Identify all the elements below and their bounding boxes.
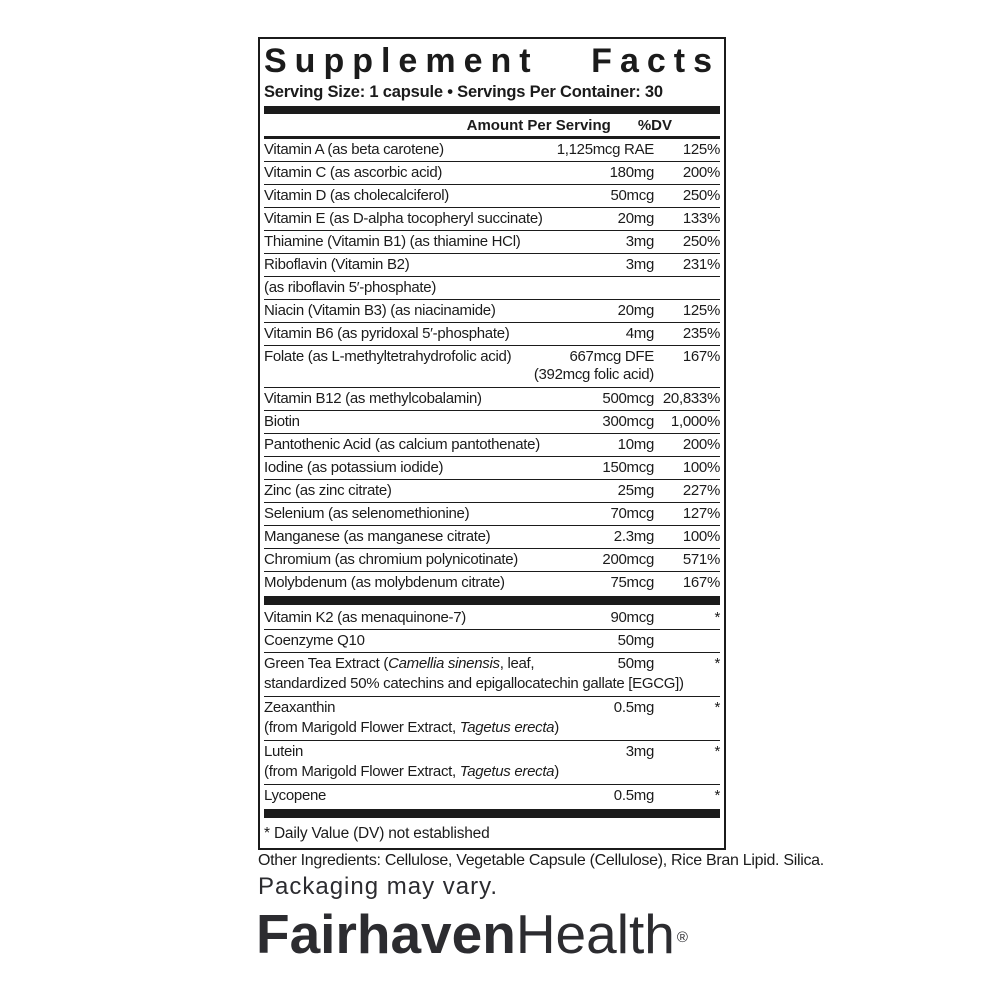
nutrient-dv: 133% [682,210,720,227]
nutrient-amount: 1,125mcg RAE [556,141,654,158]
nutrient-name: Iodine (as potassium iodide) [264,459,444,476]
table-row [264,456,720,479]
nutrient-name: Lycopene [264,787,327,804]
supplement-facts-panel [258,37,726,850]
section-divider-bar [264,809,720,818]
table-row [264,652,720,696]
nutrient-name: Lutein [264,743,304,760]
nutrient-dv: 100% [682,459,720,476]
nutrient-name: Vitamin K2 (as menaquinone-7) [264,609,466,626]
table-row [264,184,720,207]
nutrient-dv: 571% [682,551,720,568]
nutrient-amount-detail: (392mcg folic acid) [533,366,654,383]
table-row [264,139,720,161]
nutrient-dv: 125% [682,302,720,319]
table-row [264,433,720,456]
table-row [264,322,720,345]
table-row [264,740,720,784]
table-row [264,784,720,807]
table-row [264,571,720,594]
nutrient-dv: 200% [682,164,720,181]
nutrient-amount: 50mcg [610,187,654,204]
nutrient-name: Manganese (as manganese citrate) [264,528,491,545]
brand-name-light: Health [515,903,675,965]
table-row [264,345,720,387]
nutrient-dv: 167% [682,574,720,591]
table-row [264,299,720,322]
nutrient-dv: 231% [682,256,720,273]
nutrient-amount: 3mg [625,743,654,760]
table-row [264,502,720,525]
serving-info: Serving Size: 1 capsule • Servings Per Container: 30 [264,83,663,101]
nutrient-dv: 20,833% [662,390,720,407]
table-row [264,629,720,652]
nutrient-dv: 250% [682,233,720,250]
table-row [264,276,720,299]
nutrient-amount: 3mg [625,256,654,273]
nutrient-amount: 3mg [625,233,654,250]
facts-title [264,40,720,82]
nutrient-name: Vitamin D (as cholecalciferol) [264,187,449,204]
nutrient-amount: 500mcg [602,390,654,407]
table-row [264,230,720,253]
other-ingredients: Other Ingredients: Cellulose, Vegetable Capsule (Cellulose), Rice Bran Lipid. Silica. [258,852,824,869]
nutrient-name: Vitamin B12 (as methylcobalamin) [264,390,482,407]
nutrient-dv: * [714,699,720,716]
nutrient-dv: 235% [682,325,720,342]
table-row [264,696,720,740]
nutrient-amount: 2.3mg [613,528,654,545]
nutrient-dv: * [714,743,720,760]
nutrient-amount: 25mg [617,482,654,499]
nutrient-name: Coenzyme Q10 [264,632,365,649]
nutrient-dv: * [714,655,720,672]
nutrient-dv: 227% [682,482,720,499]
nutrient-amount: 300mcg [602,413,654,430]
nutrient-name: Zeaxanthin [264,699,336,716]
table-row [264,387,720,410]
table-row [264,410,720,433]
nutrient-name: Vitamin C (as ascorbic acid) [264,164,443,181]
packaging-note: Packaging may vary. [258,873,498,900]
nutrient-amount: 150mcg [602,459,654,476]
nutrient-amount: 20mg [617,210,654,227]
nutrient-name: Biotin [264,413,300,430]
nutrient-name: Selenium (as selenomethionine) [264,505,470,522]
nutrient-detail-line: standardized 50% catechins and epigallocatechin gallate [EGCG]) [264,675,684,692]
nutrient-name: Pantothenic Acid (as calcium pantothenate) [264,436,540,453]
facts-title-word-2: Facts [591,42,720,80]
nutrient-amount: 70mcg [610,505,654,522]
nutrient-amount: 90mcg [610,609,654,626]
nutrient-name: Folate (as L-methyltetrahydrofolic acid) [264,348,512,365]
nutrient-name: Vitamin A (as beta carotene) [264,141,444,158]
table-row [264,548,720,571]
nutrient-name: Molybdenum (as molybdenum citrate) [264,574,505,591]
nutrient-dv: * [714,787,720,804]
column-header-amount: Amount Per Serving [466,117,611,134]
table-row [264,207,720,230]
nutrient-amount: 75mcg [610,574,654,591]
brand-logo [256,903,686,965]
nutrient-dv: 100% [682,528,720,545]
header-divider-bar [264,106,720,114]
nutrient-dv: 167% [682,348,720,365]
nutrient-name: Green Tea Extract (Camellia sinensis, leaf, [264,655,535,672]
nutrient-amount: 200mcg [602,551,654,568]
column-header-dv: %DV [637,117,672,134]
nutrient-detail-line: (from Marigold Flower Extract, Tagetus erecta) [264,719,559,736]
nutrient-name: Vitamin B6 (as pyridoxal 5′-phosphate) [264,325,510,342]
nutrient-amount: 667mcg DFE [569,348,654,365]
nutrient-detail-line: (from Marigold Flower Extract, Tagetus erecta) [264,763,559,780]
nutrient-amount: 50mg [617,632,654,649]
nutrient-dv: 1,000% [670,413,720,430]
table-row [264,607,720,629]
table-row [264,253,720,276]
nutrient-amount: 180mg [609,164,654,181]
nutrient-detail-line [264,368,720,387]
nutrient-name: Vitamin E (as D-alpha tocopheryl succinate) [264,210,543,227]
nutrient-name: Riboflavin (Vitamin B2) [264,256,410,273]
brand-name-bold: Fairhaven [256,903,516,965]
nutrient-amount: 20mg [617,302,654,319]
table-row [264,161,720,184]
nutrient-amount: 0.5mg [613,699,654,716]
footnote: * Daily Value (DV) not established [264,825,490,842]
nutrient-name: Chromium (as chromium polynicotinate) [264,551,518,568]
nutrient-name: Niacin (Vitamin B3) (as niacinamide) [264,302,496,319]
column-headers [264,116,720,139]
table-row [264,525,720,548]
facts-title-word-1: Supplement [264,42,539,80]
nutrient-amount: 50mg [617,655,654,672]
nutrient-name: (as riboflavin 5′-phosphate) [264,279,437,296]
nutrient-dv: * [714,609,720,626]
nutrient-amount: 0.5mg [613,787,654,804]
table-row [264,479,720,502]
nutrient-dv: 200% [682,436,720,453]
nutrient-name: Thiamine (Vitamin B1) (as thiamine HCl) [264,233,521,250]
nutrient-name: Zinc (as zinc citrate) [264,482,392,499]
section-divider-bar [264,596,720,605]
nutrient-dv: 250% [682,187,720,204]
nutrient-amount: 4mg [625,325,654,342]
nutrient-dv: 125% [682,141,720,158]
registered-mark: ® [676,929,688,946]
facts-rows [264,139,720,818]
nutrient-dv: 127% [682,505,720,522]
nutrient-amount: 10mg [617,436,654,453]
